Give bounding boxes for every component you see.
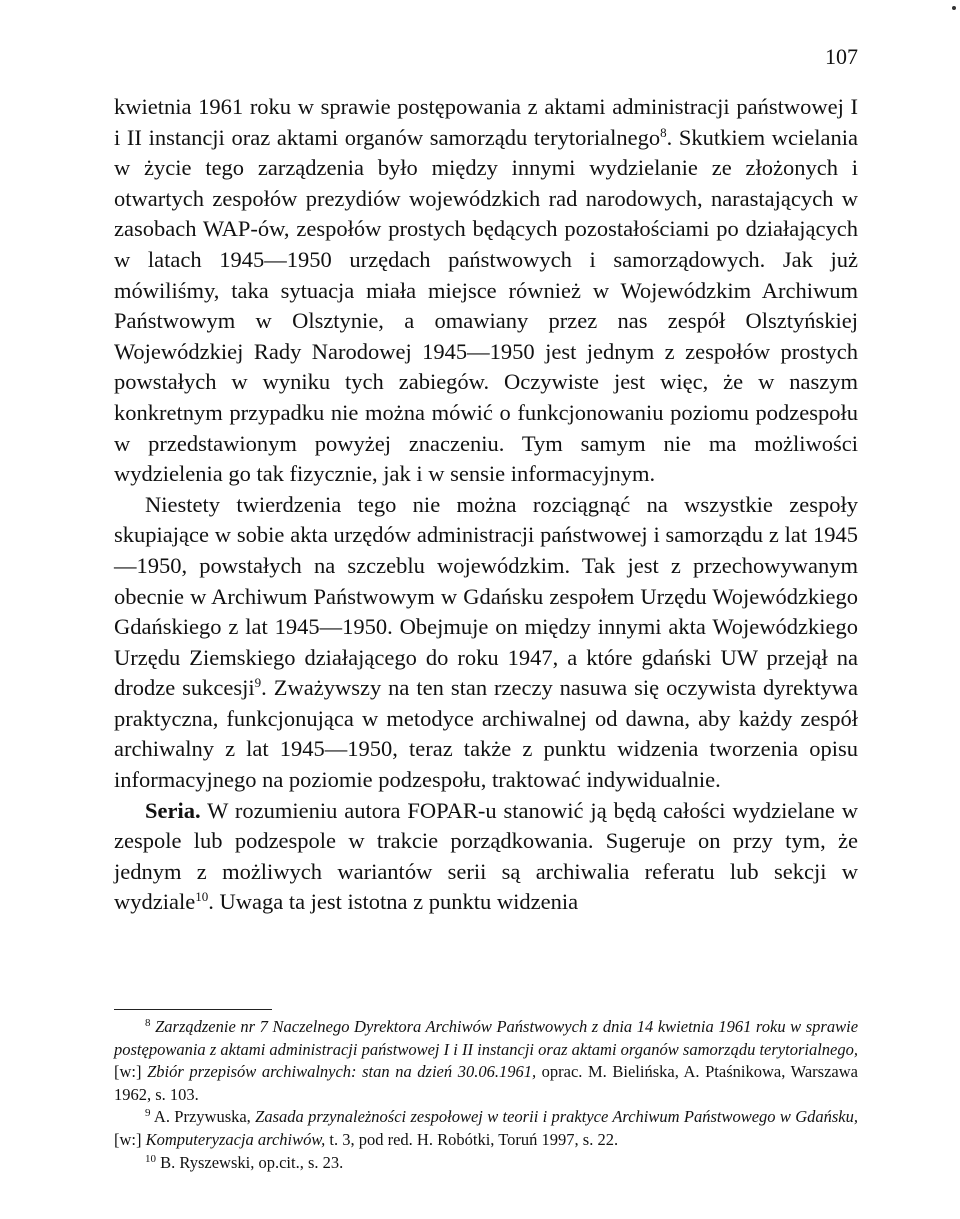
footnote-divider xyxy=(114,1009,272,1010)
paragraph-text: . Uwaga ta jest istotna z punktu widzenia xyxy=(208,889,579,915)
paragraph-text: . Zważywszy na ten stan rzeczy nasuwa się oczywista dyrektywa praktyczna, funkcjonująca w metodyce archiwalnej od dawna, aby każdy zespół archiwalny z lat 1945—1950, teraz także z punktu widzenia tworzenia opisu informacyjnego na poziomie podzespołu, traktować indywidualnie. xyxy=(114,675,858,793)
paragraph-seria xyxy=(114,796,858,918)
paragraph-text: kwietnia 1961 roku w sprawie postępowania z aktami administracji państwowej I i II instancji oraz aktami organów samorządu terytorialnego xyxy=(114,94,858,150)
footnote-ref-9[interactable]: 9 xyxy=(254,675,262,691)
footnote-ref-8[interactable]: 8 xyxy=(660,124,667,140)
footnote-10 xyxy=(114,1152,858,1175)
page-number: 107 xyxy=(825,44,858,69)
paragraph-text: W rozumieniu autora FOPAR-u stanowić ją będą całości wydzielane w zespole lub podzespole w trakcie porządkowania. Sugeruje on przy tym, że jednym z możliwych wariantów serii są archiwalia referatu lub sekcji w wydziale xyxy=(114,797,858,915)
footnote-marker: 10 xyxy=(145,1152,156,1165)
paragraph-text: . Skutkiem wcielania w życie tego zarządzenia było między innymi wydzielanie ze złożonych i otwartych zespołów prezydiów wojewódzkich rad narodowych, narastających w zasobach WAP-ów, zespołów prostych będących pozostałościami po działających w latach 1945—1950 urzędach państwowych i samorządowych. Jak już mówiliśmy, taka sytuacja miała miejsce również w Wojewódzkim Archiwum Państwowym w Olsztynie, a omawiany przez nas zespół Olsztyńskiej Wojewódzkiej Rady Narodowej 1945—1950 jest jednym z zespołów prostych powstałych w wyniku tych zabiegów. Oczywiste jest więc, że w naszym konkretnym przypadku nie można mówić o funkcjonowaniu poziomu podzespołu w przedstawionym powyżej znaczeniu. Tym samym nie ma możliwości wydzielenia go tak fizycznie, jak i w sensie informacyjnym. xyxy=(114,124,858,487)
body-text xyxy=(114,92,858,918)
footnote-title: Zasada przynależności zespołowej w teorii i praktyce Archiwum Państwowego w Gdańsku, xyxy=(255,1107,858,1127)
footnote-text: oprac. M. Bielińska, A. Ptaśnikowa, Warszawa 1962, s. 103. xyxy=(114,1062,858,1104)
footnote-8 xyxy=(114,1016,858,1106)
paragraph-text: Niestety twierdzenia tego nie można rozciągnąć na wszystkie zespoły skupiające w sobie akta urzędów administracji państwowej i samorządu z lat 1945—1950, powstałych na szczeblu wojewódzkim. Tak jest z przechowywanym obecnie w Archiwum Państwowym w Gdańsku zespołem Urzędu Wojewódzkiego Gdańskiego z lat 1945—1950. Obejmuje on między innymi akta Wojewódzkiego Urzędu Ziemskiego działającego do roku 1947, a które gdański UW przejął na drodze sukcesji xyxy=(114,491,858,701)
paragraph-continuation xyxy=(114,92,858,490)
footnote-9 xyxy=(114,1106,858,1151)
scan-dot-mark xyxy=(952,6,956,10)
footnote-marker: 9 xyxy=(145,1107,151,1120)
footnote-marker: 8 xyxy=(145,1017,151,1029)
footnote-ref-10[interactable]: 10 xyxy=(195,889,209,905)
footnote-title: Zbiór przepisów archiwalnych: stan na dzień 30.06.1961, xyxy=(147,1062,537,1082)
footnote-title: Komputeryzacja archiwów, xyxy=(145,1129,326,1149)
footnote-text: B. Ryszewski, op.cit., s. 23. xyxy=(156,1152,344,1172)
footnote-text: [w:] xyxy=(114,1129,146,1149)
footnote-text: A. Przywuska, xyxy=(150,1107,256,1127)
section-lead-term: Seria. xyxy=(145,797,201,823)
footnote-text: t. 3, pod red. H. Robótki, Toruń 1997, s. 22. xyxy=(325,1129,619,1149)
footnotes xyxy=(114,1016,858,1174)
footnote-text: [w:] xyxy=(114,1062,148,1082)
footnote-title: Zarządzenie nr 7 Naczelnego Dyrektora Archiwów Państwowych z dnia 14 kwietnia 1961 roku w sprawie postępowania z aktami administracji państwowej I i II instancji oraz aktami organów samorządu terytorialnego, xyxy=(114,1017,859,1059)
paragraph-niestety xyxy=(114,490,858,796)
